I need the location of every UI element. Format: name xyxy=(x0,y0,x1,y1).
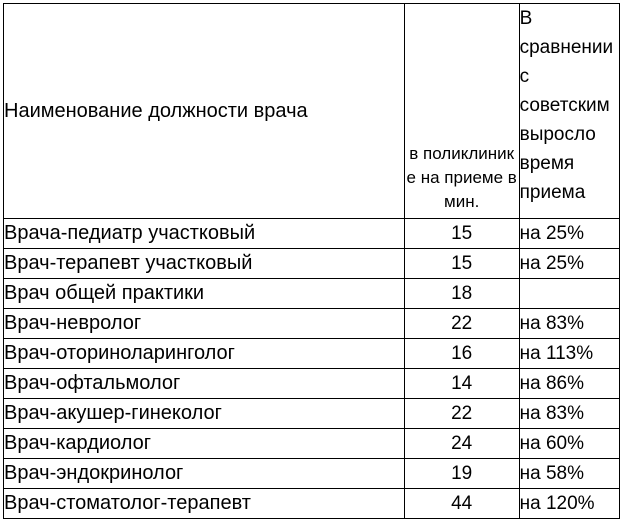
header-minutes xyxy=(404,4,519,219)
change-cell: на 83% xyxy=(519,399,619,429)
minutes-cell: 22 xyxy=(404,309,519,339)
change-cell: на 120% xyxy=(519,489,619,519)
table-row xyxy=(4,219,620,249)
minutes-cell: 24 xyxy=(404,429,519,459)
minutes-cell: 15 xyxy=(404,219,519,249)
minutes-cell: 18 xyxy=(404,279,519,309)
change-cell: на 60% xyxy=(519,429,619,459)
header-minutes-text: в поликлинике на приеме в мин. xyxy=(406,144,517,211)
change-cell xyxy=(519,279,619,309)
position-cell: Врач-акушер-гинеколог xyxy=(4,399,405,429)
position-cell: Врач-оториноларинголог xyxy=(4,339,405,369)
change-cell: на 86% xyxy=(519,369,619,399)
minutes-cell: 44 xyxy=(404,489,519,519)
position-cell: Врач-невролог xyxy=(4,309,405,339)
position-cell: Врач-офтальмолог xyxy=(4,369,405,399)
table-row xyxy=(4,399,620,429)
appointment-time-table xyxy=(3,3,620,519)
change-cell: на 113% xyxy=(519,339,619,369)
position-cell: Врача-педиатр участковый xyxy=(4,219,405,249)
table-row xyxy=(4,429,620,459)
table-row xyxy=(4,309,620,339)
header-comparison: В сравнении с советским выросло время приема xyxy=(519,4,619,219)
change-cell: на 25% xyxy=(519,219,619,249)
table-row xyxy=(4,489,620,519)
table-row xyxy=(4,339,620,369)
minutes-cell: 14 xyxy=(404,369,519,399)
table-row xyxy=(4,459,620,489)
position-cell: Врач-кардиолог xyxy=(4,429,405,459)
minutes-cell: 19 xyxy=(404,459,519,489)
minutes-cell: 22 xyxy=(404,399,519,429)
table-row xyxy=(4,279,620,309)
header-position: Наименование должности врача xyxy=(4,4,405,219)
table-row xyxy=(4,369,620,399)
change-cell: на 58% xyxy=(519,459,619,489)
table-row xyxy=(4,249,620,279)
minutes-cell: 15 xyxy=(404,249,519,279)
change-cell: на 83% xyxy=(519,309,619,339)
position-cell: Врач-стоматолог-терапевт xyxy=(4,489,405,519)
position-cell: Врач-терапевт участковый xyxy=(4,249,405,279)
minutes-cell: 16 xyxy=(404,339,519,369)
table-header-row xyxy=(4,4,620,219)
change-cell: на 25% xyxy=(519,249,619,279)
position-cell: Врач общей практики xyxy=(4,279,405,309)
position-cell: Врач-эндокринолог xyxy=(4,459,405,489)
